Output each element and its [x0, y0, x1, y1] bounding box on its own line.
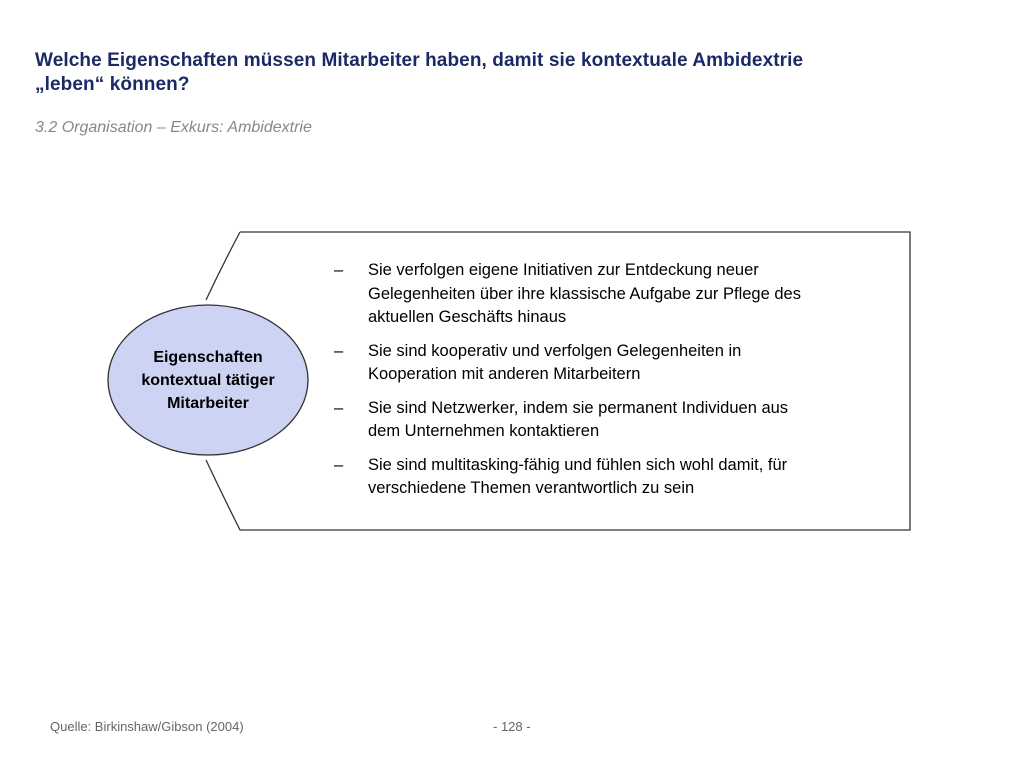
dash-bullet: –	[334, 341, 344, 360]
slide-subtitle: 3.2 Organisation – Exkurs: Ambidextrie	[35, 119, 312, 136]
page-number: - 128 -	[493, 719, 531, 734]
list-item-line: Kooperation mit anderen Mitarbeitern	[368, 365, 641, 383]
ellipse-label-line: kontextual tätiger	[141, 371, 275, 389]
ellipse-label-line: Mitarbeiter	[167, 394, 249, 412]
list-item	[334, 340, 894, 387]
ellipse-label	[108, 305, 308, 455]
list-item-line: Sie sind kooperativ und verfolgen Gelegenheiten in	[368, 341, 742, 360]
list-item-line: dem Unternehmen kontaktieren	[368, 422, 600, 440]
list-item-line: verschiedene Themen verantwortlich zu sein	[368, 479, 695, 497]
list-item	[334, 259, 894, 330]
list-item-line: Gelegenheiten über ihre klassische Aufgabe zur Pflege des	[368, 284, 801, 303]
list-item-line: aktuellen Geschäfts hinaus	[368, 308, 567, 326]
list-item-line: Sie sind multitasking-fähig und fühlen sich wohl damit, für	[368, 455, 788, 474]
dash-bullet: –	[334, 398, 344, 417]
characteristics-list	[334, 259, 894, 511]
ellipse-label-line: Eigenschaften	[153, 348, 263, 366]
slide-title-line: „leben“ können?	[35, 74, 190, 95]
list-item-line: Sie sind Netzwerker, indem sie permanent Individuen aus	[368, 398, 789, 417]
footer-source: Quelle: Birkinshaw/Gibson (2004)	[50, 719, 244, 734]
dash-bullet: –	[334, 261, 344, 279]
list-item-line: Sie verfolgen eigene Initiativen zur Entdeckung neuer	[368, 261, 759, 279]
list-item	[334, 397, 894, 444]
slide-title-line: Welche Eigenschaften müssen Mitarbeiter haben, damit sie kontextuale Ambidextrie	[35, 50, 804, 71]
list-item	[334, 454, 894, 501]
dash-bullet: –	[334, 455, 344, 474]
